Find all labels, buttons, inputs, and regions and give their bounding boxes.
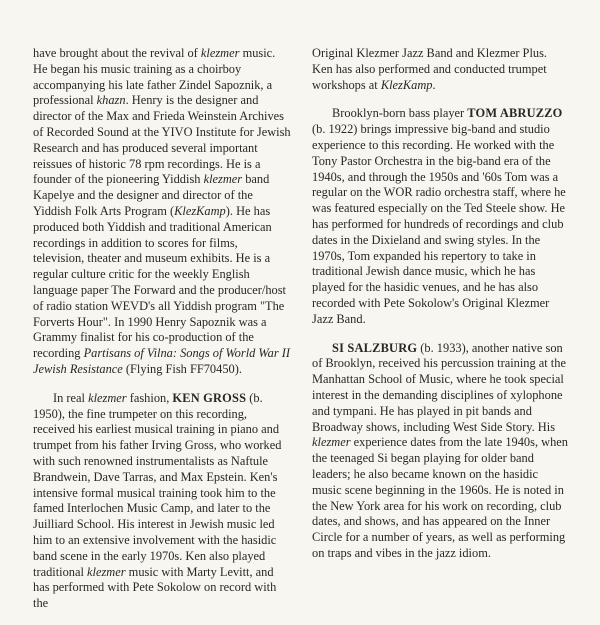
paragraph-text: (b. 1922) brings impressive big-band and studio experience to this recording. He worked with the Tony Pastor Orchestra in the big-band era of the 1940s, and through the 1950s and '60s Tom was a regular on the WOR radio orchestra staff, where he was featured especially on the Ted Steele show. He has performed for hundreds of recordings and club dates in the Dixieland and swing styles. In the 1970s, Tom expanded his repertory to take in traditional Jewish dance music, which he has played for the hasidic venues, and he has also recorded with Pete Sokolow's Original Klezmer Jazz Band.	[312, 122, 566, 326]
paragraph-text: (b. 1933), another native son of Brooklyn, received his percussion training at the Manhattan School of Music, where he took special interest in the demanding disciplines of xylophone and tympani. He has played in pit bands and Broadway shows, including West Side Story. His	[312, 340, 566, 434]
right-column	[312, 46, 570, 562]
left-column	[33, 46, 291, 612]
paragraph-text: ). He has produced both Yiddish and traditional American recordings in addition to scores for films, television, theater and museum exhibits. He is a regular culture critic for the weekly English language paper The Forward and the producer/host of radio station WEVD's all Yiddish program "The Forverts Hour". In 1990 Henry Sapoznik was a Grammy finalist for his co-production of the recording	[33, 203, 287, 361]
musician-name: KEN GROSS	[172, 390, 247, 405]
left-paragraph	[33, 46, 291, 378]
italic-term: KlezKamp	[174, 203, 226, 218]
left-paragraph	[33, 391, 291, 612]
italic-term: klezmer	[87, 564, 126, 579]
paragraph-text: music. He began his music training as a choirboy accompanying his late father Zindel Sapoznik, a professional	[33, 46, 276, 108]
paragraph-text: .	[432, 77, 436, 92]
italic-term: KlezKamp	[380, 77, 433, 92]
paragraph-text: Original Klezmer Jazz Band and Klezmer Plus. Ken has also performed and conducted trumpet workshops at	[312, 46, 547, 92]
paragraph-text: fashion,	[126, 390, 173, 405]
right-paragraph	[312, 46, 570, 93]
paragraph-text: band Kapelye and the designer and director of the Yiddish Folk Arts Program (	[33, 172, 270, 218]
musician-name: SI SALZBURG	[332, 340, 418, 355]
paragraph-text: music with Marty Levitt, and has performed with Pete Sokolow on record with the	[33, 564, 277, 611]
paragraph-text: Brooklyn-born bass player	[332, 106, 468, 121]
paragraph-text: . Henry is the designer and director of the Max and Frieda Weinstein Archives of Recorded Sound at the YIVO Institute for Jewish Research and has produced several important reissues of historic 78 rpm recordings. He is a founder of the pioneering Yiddish	[33, 93, 291, 187]
paragraph-text: have brought about the revival of	[33, 46, 201, 60]
italic-term: klezmer	[203, 172, 243, 187]
italic-term: klezmer	[200, 46, 240, 60]
right-paragraph	[312, 106, 570, 327]
paragraph-text: (b. 1950), the fine trumpeter on this recording, received his earliest musical training in piano and trumpet from his father Irving Gross, who worked with such renowned instrumentalists as Naftule Brandwein, Dave Tarras, and Max Epstein. Ken's intensive formal musical training took him to the famed Interlochen Music Camp, and later to the Juilliard School. His interest in Jewish music led him to an extensive involvement with the hasidic band scene in the early 1970s. Ken also played traditional	[33, 390, 282, 579]
paragraph-text: In real	[53, 390, 89, 405]
paragraph-text: (Flying Fish FF70450).	[122, 361, 242, 376]
italic-term: Partisans of Vilna: Songs of World War II Jewish Resistance	[33, 346, 290, 376]
italic-term: klezmer	[312, 435, 351, 450]
italic-term: klezmer	[88, 390, 127, 405]
italic-term: khazn	[96, 93, 126, 108]
right-paragraph	[312, 341, 570, 562]
musician-name: TOM ABRUZZO	[467, 106, 563, 121]
paragraph-text: experience dates from the late 1940s, when the teenaged Si began playing for older band leaders; he also became known on the hasidic music scene beginning in the 1960s. He is noted in the New York area for his work on recording, club dates, and shows, and has appeared on the Inner Circle for a number of years, as well as performing on traps and vibes in the jazz idiom.	[312, 435, 568, 560]
